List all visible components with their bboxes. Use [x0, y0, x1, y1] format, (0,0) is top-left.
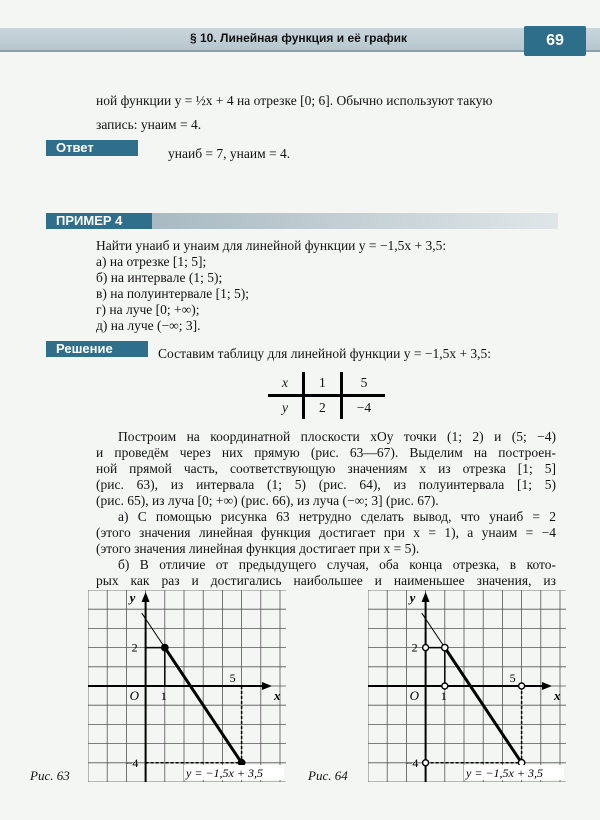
table-y-label: y — [268, 396, 304, 420]
figure-64 — [368, 590, 566, 782]
table-x2: 5 — [341, 372, 385, 396]
para1-line-2: и проведём через них прямую (рис. 63—67). Выделим на построен- — [96, 445, 556, 460]
figure-64-caption: Рис. 64 — [308, 768, 348, 783]
para3-line-1: б) В отличие от предыдущего случая, оба конца отрезка, в кото- — [118, 557, 556, 572]
figure-63 — [88, 590, 286, 782]
para2-line-1: а) С помощью рисунка 63 нетрудно сделать вывод, что yнаиб = 2 — [118, 509, 556, 524]
axis-marker-yneg4 — [423, 760, 429, 766]
figure-63-caption: Рис. 63 — [30, 768, 70, 783]
example-item-b: б) на интервале (1; 5); — [96, 270, 223, 285]
origin-label: O — [409, 688, 419, 703]
section-title: § 10. Линейная функция и её график — [190, 31, 408, 45]
x-axis-arrow — [262, 682, 272, 690]
tick-label-x5: 5 — [229, 671, 236, 685]
formula-label: y = −1,5x + 3,5 — [466, 766, 543, 780]
table-y1: 2 — [304, 396, 342, 420]
x-axis-label: x — [554, 688, 561, 703]
para3-line-2: рых как раз и достигались наибольшее и наименьшее значения, из — [96, 573, 556, 588]
para1-line-1: Построим на координатной плоскости xOy точки (1; 2) и (5; −4) — [118, 429, 556, 444]
solution-label: Решение — [46, 341, 148, 357]
table-x1: 1 — [304, 372, 342, 396]
answer-label: Ответ — [46, 140, 138, 156]
page-number: 69 — [524, 26, 586, 56]
x-axis-label: x — [274, 688, 281, 703]
value-table — [268, 372, 385, 419]
intro-line-1: ной функции y = ½x + 4 на отрезке [0; 6]. Обычно используют такую — [96, 93, 493, 108]
endpoint-1 — [442, 644, 448, 650]
para1-line-5: (рис. 65), из луча [0; +∞) (рис. 66), из луча (−∞; 3] (рис. 67). — [96, 493, 439, 508]
para2-line-2: (этого значения линейная функция достигает при x = 1), а yнаим = −4 — [96, 525, 556, 540]
tick-label-y2: 2 — [411, 640, 418, 655]
example-item-d: г) на луче [0; +∞); — [96, 302, 200, 317]
axis-marker-x1 — [442, 683, 448, 689]
y-axis-arrow — [422, 592, 430, 602]
para2-line-3: (этого значения линейная функция достигает при x = 5). — [96, 541, 420, 556]
y-axis-arrow — [142, 592, 150, 602]
tick-label-y2: 2 — [131, 640, 138, 655]
tick-label-yneg4: −4 — [405, 755, 419, 770]
tick-label-x1: 1 — [160, 689, 167, 703]
tick-label-x5: 5 — [509, 671, 516, 685]
example-item-c: в) на полуинтервале [1; 5); — [96, 286, 249, 301]
formula-label: y = −1,5x + 3,5 — [186, 766, 263, 780]
y-axis-label: y — [409, 590, 416, 605]
answer-text: yнаиб = 7, yнаим = 4. — [168, 146, 291, 161]
solution-intro: Составим таблицу для линейной функции y = −1,5x + 3,5: — [158, 346, 492, 361]
table-y2: −4 — [356, 400, 372, 415]
endpoint-1 — [162, 644, 168, 650]
axis-marker-x5 — [519, 683, 525, 689]
example-item-e: д) на луче (−∞; 3]. — [96, 318, 201, 333]
y-axis-label: y — [129, 590, 136, 605]
example-task: Найти yнаиб и yнаим для линейной функции y = −1,5x + 3,5: — [96, 238, 447, 253]
example-label: ПРИМЕР 4 — [46, 213, 152, 229]
tick-label-yneg4: −4 — [125, 755, 139, 770]
para1-line-3: ной прямой часть, соответствующую значениям x из отрезка [1; 5] — [96, 461, 556, 476]
example-item-a: а) на отрезке [1; 5]; — [96, 254, 207, 269]
tick-label-x1: 1 — [440, 689, 447, 703]
origin-label: O — [129, 688, 139, 703]
axis-marker-y2 — [423, 645, 429, 651]
x-axis-arrow — [542, 682, 552, 690]
para1-line-4: (рис. 63), из интервала (1; 5) (рис. 64), из полуинтервала [1; 5) — [96, 477, 556, 492]
table-x-label: x — [268, 372, 304, 396]
intro-line-2: запись: yнаим = 4. — [96, 117, 202, 132]
